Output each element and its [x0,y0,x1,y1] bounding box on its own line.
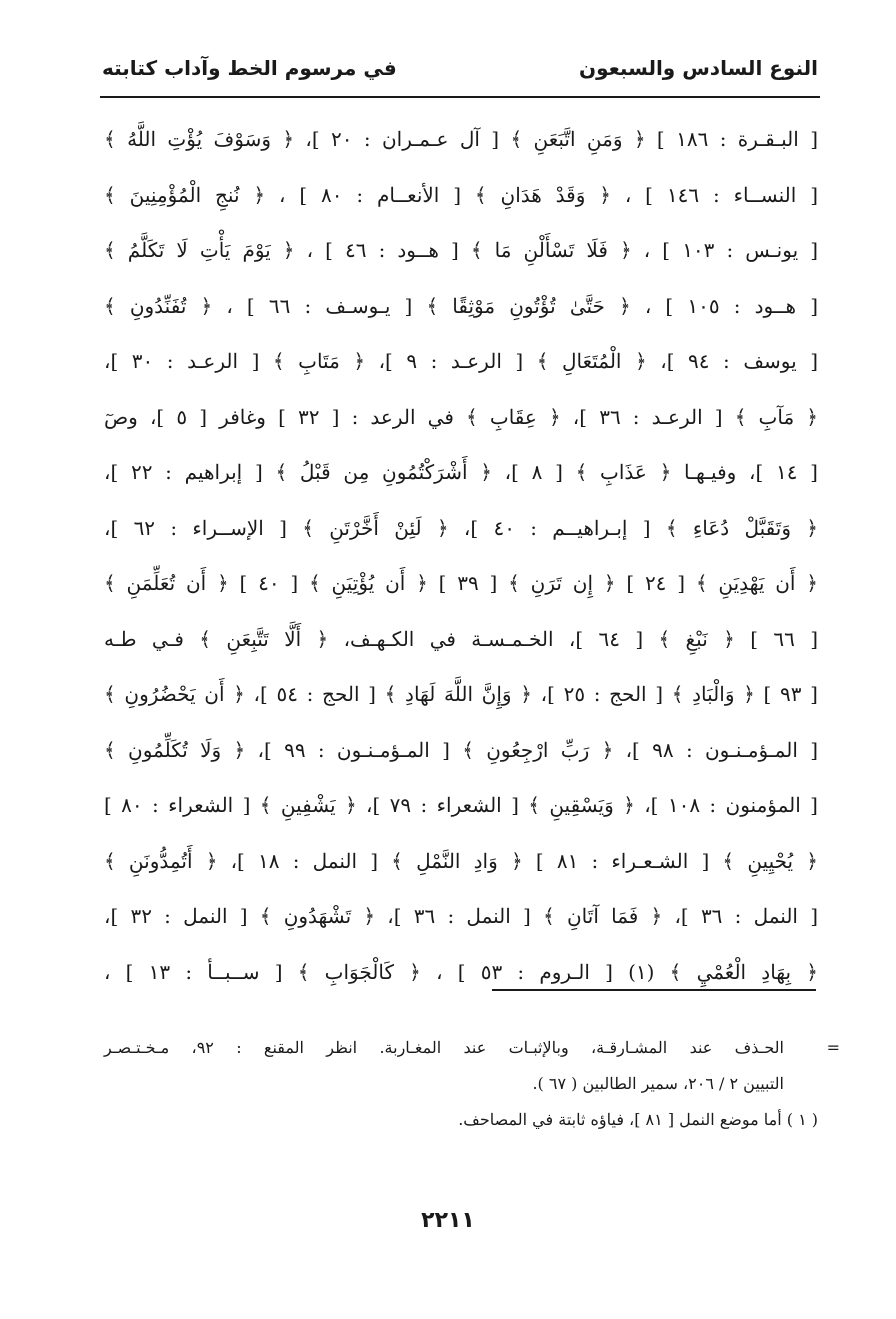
header-rule [100,96,820,98]
text-line: ﴿ مَآبِ ﴾ [ الرعـد : ٣٦ ]، ﴿ عِقَابِ ﴾ في الرعد : [ ٣٢ ] وغافر [ ٥ ]، وصٓ [104,404,819,429]
text-line: [ هــود : ١٠٥ ] ، ﴿ حَتَّىٰ تُؤْتُونِ مَوْثِقًا ﴾ [ يـوسـف : ٦٦ ] ، ﴿ تُفَنِّدُونِ ﴾ [104,293,818,318]
text-line: ﴿ وَتَقَبَّلْ دُعَاءِ ﴾ [ إبـراهيــم : ٤٠ ]، ﴿ لَئِنْ أَخَّرْتَنِ ﴾ [ الإســراء : ٦٢ ]، [104,515,819,540]
text-line: [ المـؤمـنـون : ٩٨ ]، ﴿ رَبِّ ارْجِعُونِ ﴾ [ المـؤمـنـون : ٩٩ ]، ﴿ وَلَا تُكَلِّمُونِ ﴾ [104,737,818,762]
text-line: [ يوسف : ٩٤ ]، ﴿ الْمُتَعَالِ ﴾ [ الرعـد : ٩ ]، ﴿ مَتَابِ ﴾ [ الرعـد : ٣٠ ]، [104,349,819,373]
continuation-mark: = [826,1038,840,1057]
text-line: [ ١٤ ]، وفيـهـا ﴿ عَذَابِ ﴾ [ ٨ ]، ﴿ أَشْرَكْتُمُونِ مِن قَبْلُ ﴾ [ إبراهيم : ٢٢ ]، [104,460,818,484]
text-line: [ البـقـرة : ١٨٦ ] ﴿ وَمَنِ اتَّبَعَنِ ﴾ [ آل عـمـران : ٢٠ ]، ﴿ وَسَوْفَ يُؤْتِ اللَّهُ ﴾ [104,127,818,151]
book-title: في مرسوم الخط وآداب كتابته [102,56,397,80]
text-line: [ النمل : ٣٦ ]، ﴿ فَمَا آتَانِ ﴾ [ النمل : ٣٦ ]، ﴿ تَشْهَدُونِ ﴾ [ النمل : ٣٢ ]، [104,904,818,928]
text-line: [ النســاء : ١٤٦ ] ، ﴿ وَقَدْ هَدَانِ ﴾ [ الأنعــام : ٨٠ ] ، ﴿ نُنجِ الْمُؤْمِنِينَ ﴾ [104,182,819,207]
text-line: [ ٦٦ ] ﴿ نَبْغِ ﴾ [ ٦٤ ]، الخـمـسـة في الكـهـف، ﴿ أَلَّا تَتَّبِعَنِ ﴾ فـي طـه [104,626,818,651]
text-line: ﴿ بِهَادِ الْعُمْيِ ﴾ (١) [ الـروم : ٥٣ ] ، ﴿ كَالْجَوَابِ ﴾ [ ســبــأ : ١٣ ] ، [104,959,818,984]
text-line: ﴿ يُحْيِينِ ﴾ [ الشـعـراء : ٨١ ] ﴿ وَادِ النَّمْلِ ﴾ [ النمل : ١٨ ]، ﴿ أَتُمِدُّونَنِ ﴾ [104,848,818,873]
text-line: [ يونـس : ١٠٣ ] ، ﴿ فَلَا تَسْأَلْنِ مَا ﴾ [ هــود : ٤٦ ] ، ﴿ يَوْمَ يَأْتِ لَا تَكَلَّمُ ﴾ [104,238,819,262]
footnote-continuation-text: الحـذف عند المشـارقـة، وبالإثبـات عند المغـاربة. انظر المقنع : ٩٢، مـخـتـصـر [104,1038,784,1057]
text-line: [ ٩٣ ] ﴿ وَالْبَادِ ﴾ [ الحج : ٢٥ ]، ﴿ وَإِنَّ اللَّهَ لَهَادِ ﴾ [ الحج : ٥٤ ]، ﴿ أَن يَحْضُرُونِ ﴾ [104,682,818,706]
running-header [102,56,818,92]
footnote-continuation [104,1030,840,1066]
footnote-continuation-line: التبيين ٢ / ٢٠٦، سمير الطالبين ( ٦٧ ). [532,1074,784,1093]
footnote-rule [492,989,816,991]
page-number: ٢٢١١ [421,1208,475,1233]
footnote-1: ( ١ ) أما موضع النمل [ ٨١ ]، فياؤه ثابتة في المصاحف. [458,1110,818,1129]
text-line: [ المؤمنون : ١٠٨ ]، ﴿ وَيَسْقِينِ ﴾ [ الشعراء : ٧٩ ]، ﴿ يَشْفِينِ ﴾ [ الشعراء : ٨٠ ] [104,793,818,817]
chapter-title: النوع السادس والسبعون [579,56,818,80]
footnotes [104,1030,840,1138]
text-line: ﴿ أَن يَهْدِيَنِ ﴾ [ ٢٤ ] ﴿ إِن تَرَنِ ﴾ [ ٣٩ ] ﴿ أَن يُؤْتِيَنِ ﴾ [ ٤٠ ] ﴿ أَن تُعَلِّمَنِ ﴾ [104,571,818,595]
main-text [104,112,818,1000]
